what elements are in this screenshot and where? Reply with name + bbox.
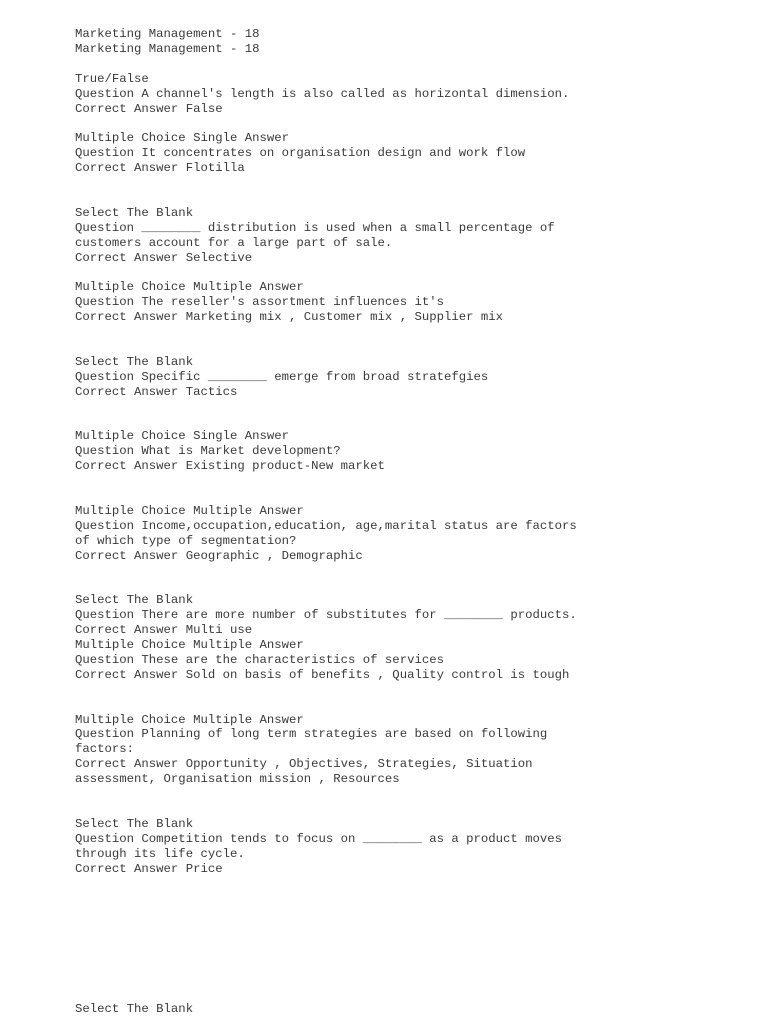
q8-type: Select The Blank	[75, 593, 194, 608]
q2-answer: Correct Answer Flotilla	[75, 161, 245, 176]
q3-answer: Correct Answer Selective	[75, 250, 253, 265]
q1-answer: Correct Answer False	[75, 101, 223, 116]
q10-question: Question Planning of long term strategies are based on following	[75, 727, 548, 742]
q8-question: Question There are more number of substitutes for ________ products.	[75, 608, 577, 623]
q11-type: Select The Blank	[75, 816, 194, 831]
q6-answer: Correct Answer Existing product-New market	[75, 459, 385, 474]
document-page	[75, 27, 735, 1016]
q2-type: Multiple Choice Single Answer	[75, 131, 290, 146]
doc-title: Marketing Management - 18	[75, 27, 260, 41]
q7-type: Multiple Choice Multiple Answer	[75, 503, 304, 518]
q5-type: Select The Blank	[75, 354, 194, 369]
q5-question: Question Specific ________ emerge from broad stratefgies	[75, 369, 489, 384]
q3-type: Select The Blank	[75, 205, 194, 220]
q4-question: Question The reseller's assortment influences it's	[75, 295, 444, 310]
q1-question: Question A channel's length is also called as horizontal dimension.	[75, 86, 570, 101]
q1-type: True/False	[75, 71, 149, 86]
q10-question-cont: factors:	[75, 742, 135, 757]
q6-question: Question What is Market development?	[75, 444, 341, 459]
q12-type: Select The Blank	[75, 1001, 194, 1016]
q6-type: Multiple Choice Single Answer	[75, 429, 290, 444]
q9-question: Question These are the characteristics of services	[75, 652, 444, 667]
q10-answer-cont: assessment, Organisation mission , Resources	[75, 772, 400, 787]
q10-type: Multiple Choice Multiple Answer	[75, 712, 304, 727]
q3-question-cont: customers account for a large part of sale.	[75, 235, 393, 250]
q11-answer: Correct Answer Price	[75, 861, 223, 876]
q9-type: Multiple Choice Multiple Answer	[75, 638, 304, 653]
q7-answer: Correct Answer Geographic , Demographic	[75, 548, 363, 563]
q8-answer: Correct Answer Multi use	[75, 623, 253, 638]
q2-question: Question It concentrates on organisation design and work flow	[75, 146, 526, 161]
q4-type: Multiple Choice Multiple Answer	[75, 280, 304, 295]
q11-question-cont: through its life cycle.	[75, 846, 245, 861]
q5-answer: Correct Answer Tactics	[75, 384, 238, 399]
q4-answer: Correct Answer Marketing mix , Customer mix , Supplier mix	[75, 310, 504, 325]
q10-answer: Correct Answer Opportunity , Objectives, Strategies, Situation	[75, 757, 533, 772]
doc-title-repeat: Marketing Management - 18	[75, 41, 260, 56]
q7-question-cont: of which type of segmentation?	[75, 533, 297, 548]
q9-answer: Correct Answer Sold on basis of benefits , Quality control is tough	[75, 667, 570, 682]
q7-question: Question Income,occupation,education, age,marital status are factors	[75, 518, 577, 533]
q3-question: Question ________ distribution is used when a small percentage of	[75, 220, 555, 235]
q11-question: Question Competition tends to focus on ________ as a product moves	[75, 831, 563, 846]
